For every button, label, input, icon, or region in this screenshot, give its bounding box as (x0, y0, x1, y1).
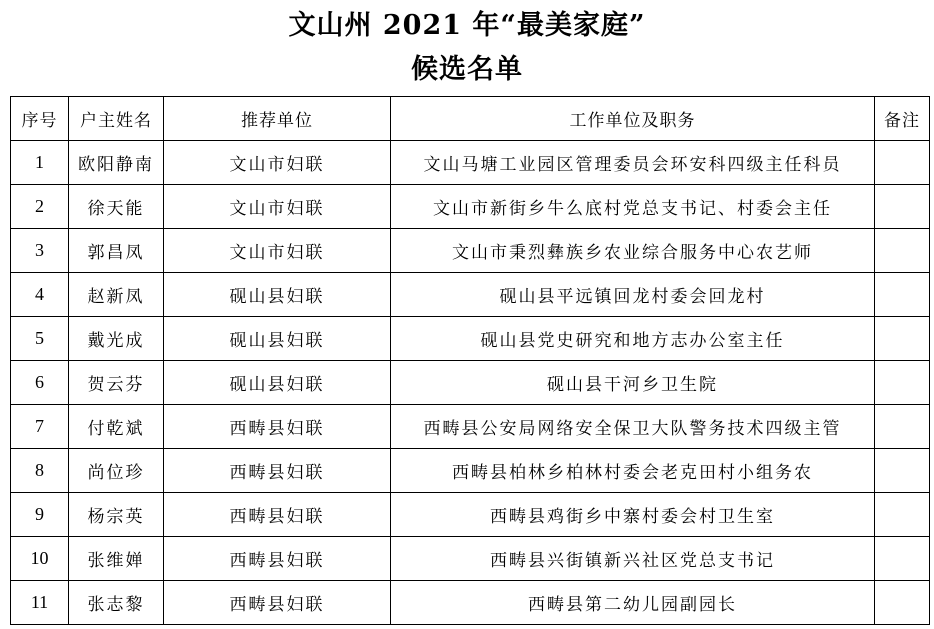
cell-workplace-and-position: 文山市秉烈彝族乡农业综合服务中心农艺师 (391, 229, 875, 273)
cell-recommending-unit: 砚山县妇联 (164, 273, 391, 317)
cell-recommending-unit: 西畴县妇联 (164, 537, 391, 581)
cell-serial-number: 1 (11, 141, 69, 185)
cell-serial-number: 9 (11, 493, 69, 537)
cell-serial-number: 11 (11, 581, 69, 625)
cell-householder-name: 付乾斌 (69, 405, 164, 449)
cell-recommending-unit: 西畴县妇联 (164, 449, 391, 493)
candidate-table (10, 96, 930, 625)
header-recommending-unit: 推荐单位 (164, 97, 391, 141)
table-row (11, 493, 930, 537)
title-line-1: 文山州 2021 年“最美家庭” (288, 10, 646, 41)
table-row (11, 273, 930, 317)
table-row (11, 537, 930, 581)
table-row (11, 185, 930, 229)
cell-recommending-unit: 文山市妇联 (164, 141, 391, 185)
cell-serial-number: 10 (11, 537, 69, 581)
table-row (11, 361, 930, 405)
cell-serial-number: 8 (11, 449, 69, 493)
table-row (11, 405, 930, 449)
cell-householder-name: 张维婵 (69, 537, 164, 581)
cell-workplace-and-position: 西畴县公安局网络安全保卫大队警务技术四级主管 (391, 405, 875, 449)
cell-workplace-and-position: 西畴县兴街镇新兴社区党总支书记 (391, 537, 875, 581)
header-remarks: 备注 (875, 97, 930, 141)
cell-recommending-unit: 西畴县妇联 (164, 405, 391, 449)
cell-workplace-and-position: 西畴县鸡街乡中寨村委会村卫生室 (391, 493, 875, 537)
table-row (11, 449, 930, 493)
cell-remarks (875, 185, 930, 229)
cell-workplace-and-position: 西畴县第二幼儿园副园长 (391, 581, 875, 625)
cell-remarks (875, 361, 930, 405)
cell-householder-name: 赵新凤 (69, 273, 164, 317)
cell-householder-name: 杨宗英 (69, 493, 164, 537)
table-row (11, 141, 930, 185)
cell-householder-name: 贺云芬 (69, 361, 164, 405)
cell-remarks (875, 405, 930, 449)
cell-remarks (875, 581, 930, 625)
cell-remarks (875, 449, 930, 493)
cell-householder-name: 徐天能 (69, 185, 164, 229)
cell-recommending-unit: 砚山县妇联 (164, 361, 391, 405)
cell-workplace-and-position: 砚山县党史研究和地方志办公室主任 (391, 317, 875, 361)
cell-serial-number: 3 (11, 229, 69, 273)
cell-workplace-and-position: 西畴县柏林乡柏林村委会老克田村小组务农 (391, 449, 875, 493)
cell-workplace-and-position: 砚山县平远镇回龙村委会回龙村 (391, 273, 875, 317)
cell-householder-name: 戴光成 (69, 317, 164, 361)
cell-recommending-unit: 西畴县妇联 (164, 493, 391, 537)
header-workplace-and-position: 工作单位及职务 (391, 97, 875, 141)
table-row (11, 581, 930, 625)
cell-recommending-unit: 砚山县妇联 (164, 317, 391, 361)
cell-workplace-and-position: 文山马塘工业园区管理委员会环安科四级主任科员 (391, 141, 875, 185)
cell-householder-name: 郭昌凤 (69, 229, 164, 273)
cell-workplace-and-position: 砚山县干河乡卫生院 (391, 361, 875, 405)
cell-recommending-unit: 文山市妇联 (164, 229, 391, 273)
header-householder-name: 户主姓名 (69, 97, 164, 141)
cell-remarks (875, 229, 930, 273)
table-row (11, 317, 930, 361)
table-row (11, 229, 930, 273)
cell-remarks (875, 493, 930, 537)
cell-serial-number: 2 (11, 185, 69, 229)
cell-remarks (875, 273, 930, 317)
cell-serial-number: 7 (11, 405, 69, 449)
title-line-2: 候选名单 (411, 54, 523, 85)
cell-remarks (875, 141, 930, 185)
cell-serial-number: 5 (11, 317, 69, 361)
cell-remarks (875, 317, 930, 361)
cell-recommending-unit: 西畴县妇联 (164, 581, 391, 625)
header-serial-number: 序号 (11, 97, 69, 141)
cell-serial-number: 4 (11, 273, 69, 317)
cell-householder-name: 尚位珍 (69, 449, 164, 493)
cell-recommending-unit: 文山市妇联 (164, 185, 391, 229)
cell-remarks (875, 537, 930, 581)
cell-workplace-and-position: 文山市新街乡牛么底村党总支书记、村委会主任 (391, 185, 875, 229)
table-header-row (11, 97, 930, 141)
cell-householder-name: 欧阳静南 (69, 141, 164, 185)
document-title (0, 4, 934, 92)
cell-householder-name: 张志黎 (69, 581, 164, 625)
cell-serial-number: 6 (11, 361, 69, 405)
